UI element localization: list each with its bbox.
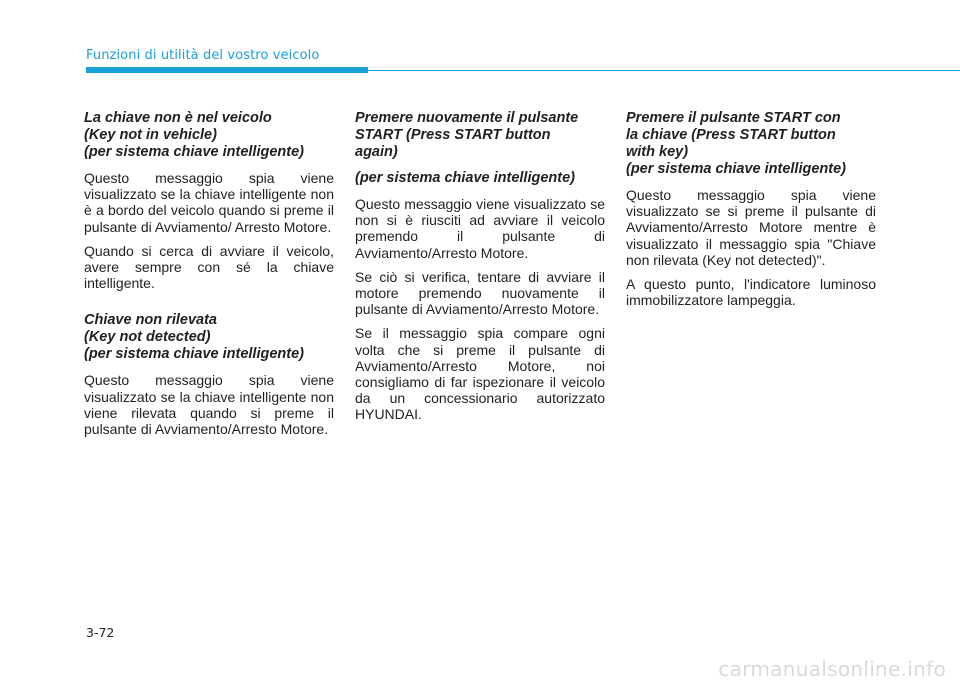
page-number: 3-72 [86,625,115,640]
section-press-start-again [355,110,605,423]
section-key-not-in-vehicle [84,110,334,291]
heading-line: (per sistema chiave intelligente) [626,161,846,177]
heading-line: (per sistema chiave intelligente) [84,346,304,363]
text-column-3 [626,110,876,329]
heading-line: (Key not in vehicle) [84,127,217,143]
header-rule-thin [368,70,960,71]
heading-line: Chiave non rilevata [84,312,217,329]
section-heading [626,110,876,178]
section-heading [84,110,334,161]
heading-line: Premere il pulsante START con [626,110,841,126]
heading-line: la chiave (Press START button [626,127,836,143]
body-paragraph: Questo messaggio spia viene visualizzato se si preme il pulsante di Avviamento/Arresto Motore mentre è visualizzato il messaggio spia "Chiave non rilevata (Key not detected)". [626,187,876,268]
section-heading [355,110,605,161]
heading-line: START (Press START button [355,127,551,143]
heading-line: with key) [626,144,689,160]
section-key-not-detected [84,312,334,437]
text-column-1 [84,110,334,458]
heading-line: (per sistema chiave intelligente) [84,144,304,160]
section-press-start-with-key [626,110,876,308]
chapter-title: Funzioni di utilità del vostro veicolo [86,48,320,63]
body-paragraph: Se il messaggio spia compare ogni volta che si preme il pulsante di Avviamento/Arresto Motore, noi consigliamo di far ispezionare il veicolo da un concessionario autorizzato HYUNDAI. [355,325,605,423]
heading-line: (Key not detected) [84,329,211,346]
heading-line: Premere nuovamente il pulsante [355,110,579,126]
body-paragraph: Se ciò si verifica, tentare di avviare il motore premendo nuovamente il pulsante di Avviamento/Arresto Motore. [355,268,605,318]
header-rule-thick [86,67,368,73]
text-column-2 [355,110,605,444]
watermark: carmanualsonline.info [718,657,946,681]
body-paragraph: Questo messaggio spia viene visualizzato se la chiave intelligente non viene rilevata quando si preme il pulsante di Avviamento/Arresto Motore. [84,372,334,438]
section-heading [84,312,334,363]
heading-line: again) [355,144,398,160]
heading-line: La chiave non è nel veicolo [84,110,272,126]
body-paragraph: A questo punto, l'indicatore luminoso immobilizzatore lampeggia. [626,276,876,309]
section-subheading: (per sistema chiave intelligente) [355,170,575,186]
body-paragraph: Quando si cerca di avviare il veicolo, avere sempre con sé la chiave intelligente. [84,242,334,292]
body-paragraph: Questo messaggio viene visualizzato se non si è riusciti ad avviare il veicolo premendo il pulsante di Avviamento/Arresto Motore. [355,196,605,261]
body-paragraph: Questo messaggio spia viene visualizzato se la chiave intelligente non è a bordo del veicolo quando si preme il pulsante di Avviamento/ Arresto Motore. [84,170,334,235]
